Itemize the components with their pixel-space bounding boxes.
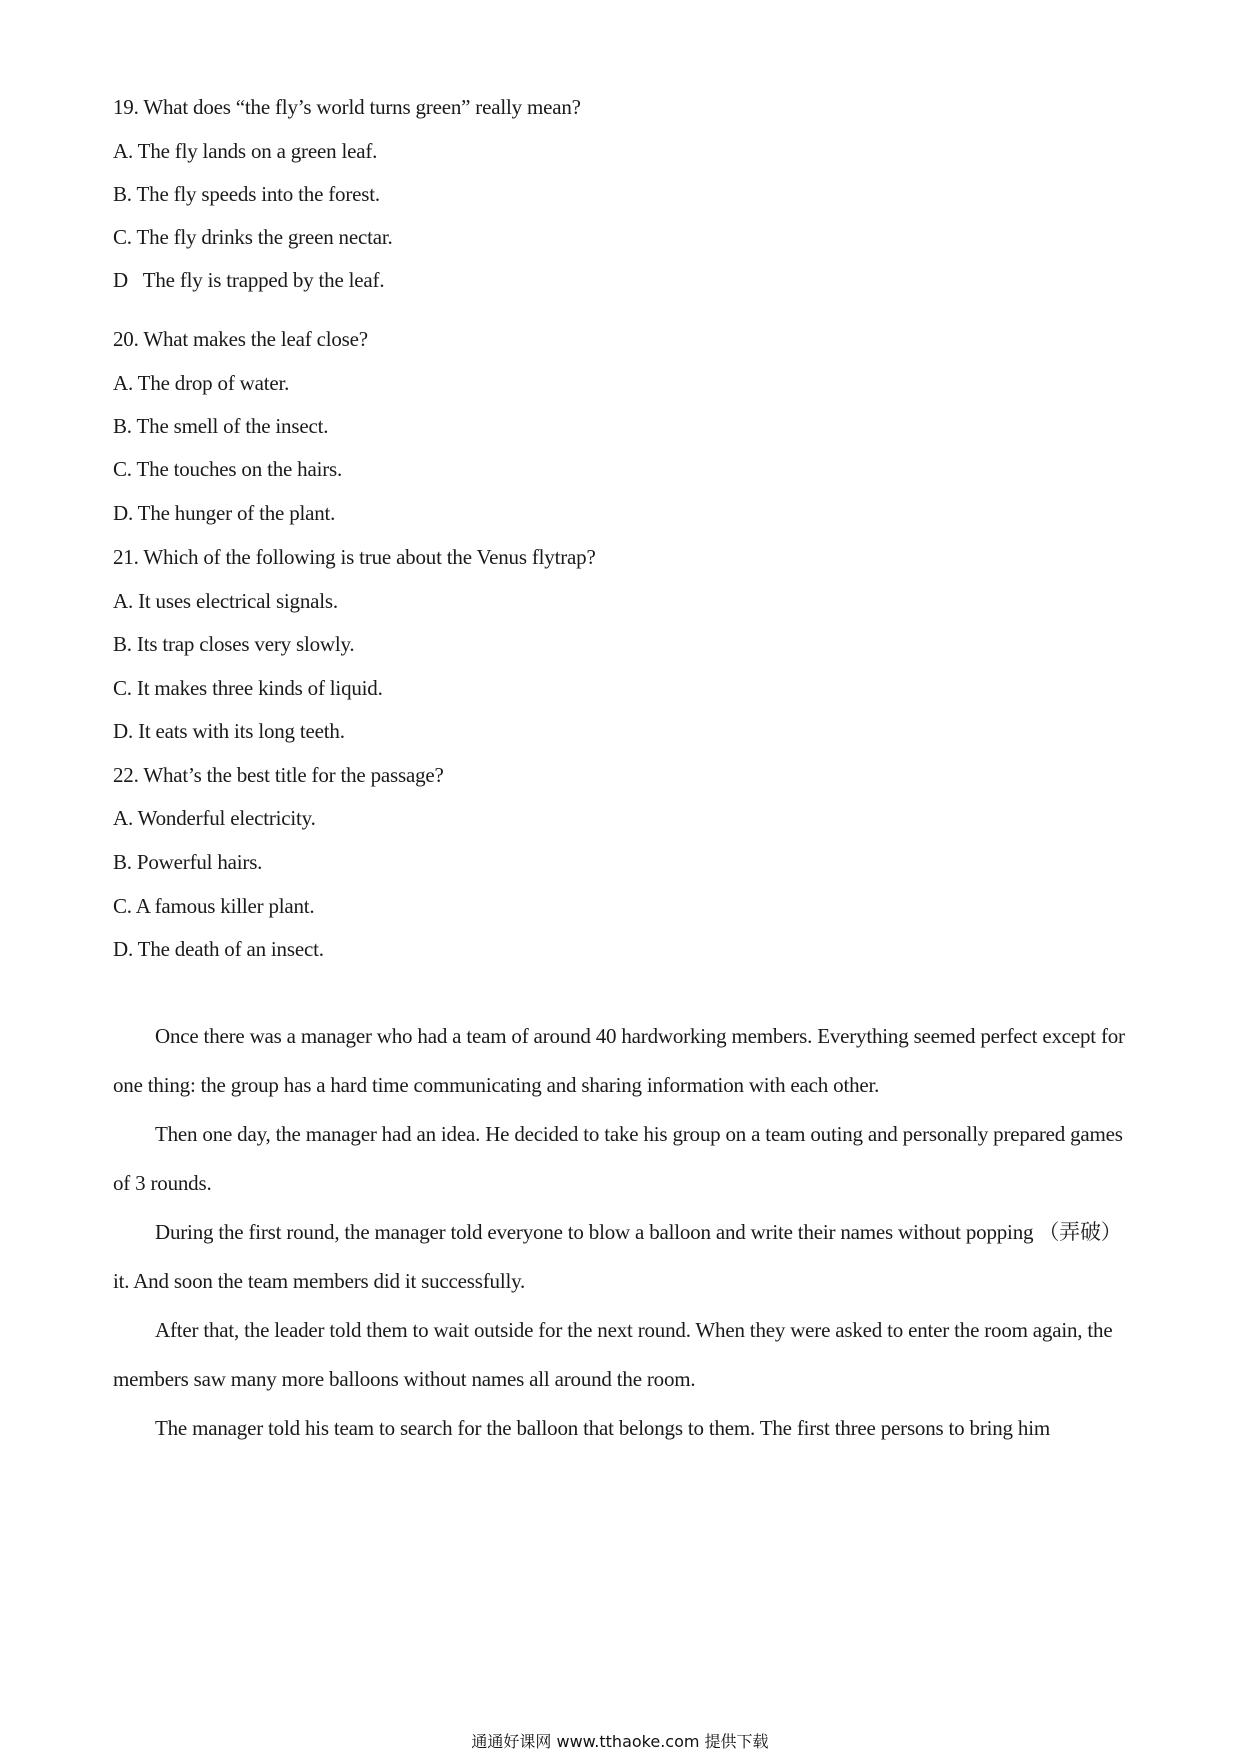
question-22-option-a: A. Wonderful electricity. — [113, 806, 316, 830]
passage-paragraph: Then one day, the manager had an idea. He decided to take his group on a team outing and personally prepared games of 3 rounds. — [113, 1122, 1123, 1195]
passage-paragraph: The manager told his team to search for the balloon that belongs to them. The first three persons to bring him — [155, 1416, 1050, 1440]
question-21-option-c: C. It makes three kinds of liquid. — [113, 676, 383, 700]
question-20-option-c: C. The touches on the hairs. — [113, 457, 343, 481]
question-19-option-a: A. The fly lands on a green leaf. — [113, 139, 378, 163]
question-21-option-d: D. It eats with its long teeth. — [113, 719, 345, 743]
question-21-stem: 21. Which of the following is true about the Venus flytrap? — [113, 545, 596, 569]
question-20-stem: 20. What makes the leaf close? — [113, 327, 368, 351]
question-21-option-b: B. Its trap closes very slowly. — [113, 632, 355, 656]
question-21-option-a: A. It uses electrical signals. — [113, 589, 338, 613]
question-19-option-c: C. The fly drinks the green nectar. — [113, 225, 393, 249]
question-19-stem: 19. What does “the fly’s world turns green” really mean? — [113, 95, 581, 119]
question-22-stem: 22. What’s the best title for the passage? — [113, 763, 444, 787]
question-22-option-d: D. The death of an insect. — [113, 937, 324, 961]
passage-paragraph: Once there was a manager who had a team of around 40 hardworking members. Everything seemed perfect except for one thing: the group has a hard time communicating and sharing information with each other. — [113, 1024, 1125, 1097]
page-footer: 通通好课网 www.tthaoke.com 提供下载 — [471, 1732, 769, 1751]
question-20-option-a: A. The drop of water. — [113, 371, 290, 395]
question-20-option-d: D. The hunger of the plant. — [113, 501, 336, 525]
passage-paragraph: After that, the leader told them to wait outside for the next round. When they were asked to enter the room again, the members saw many more balloons without names all around the room. — [113, 1318, 1113, 1391]
reading-passage — [113, 1012, 1133, 1453]
question-20-option-b: B. The smell of the insect. — [113, 414, 329, 438]
question-19-option-d: D The fly is trapped by the leaf. — [113, 268, 385, 292]
question-22-option-b: B. Powerful hairs. — [113, 850, 263, 874]
question-19-option-b: B. The fly speeds into the forest. — [113, 182, 380, 206]
passage-paragraph: During the first round, the manager told everyone to blow a balloon and write their names without popping （弄破） it. And soon the team members did it successfully. — [113, 1220, 1122, 1293]
question-22-option-c: C. A famous killer plant. — [113, 894, 315, 918]
